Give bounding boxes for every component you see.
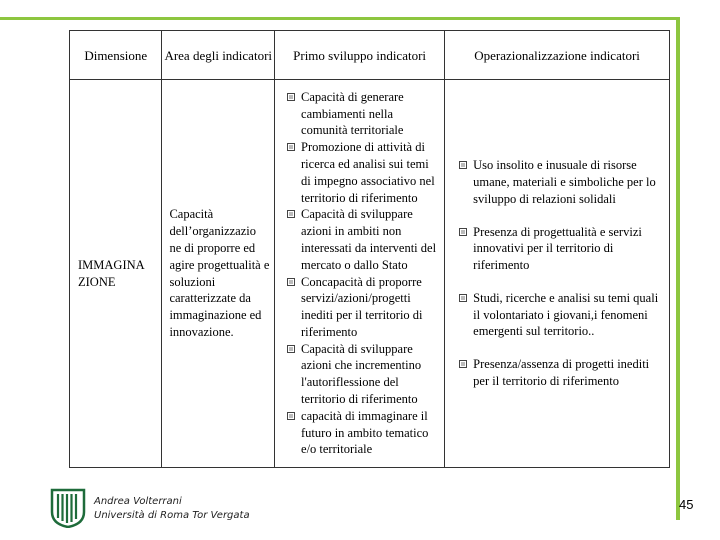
list-item — [459, 224, 661, 274]
cell-area: Capacità dell’organizzazio ne di proporre ed agire progettualità e soluzioni caratterizzate da immaginazione ed innovazione. — [162, 80, 275, 468]
list-item — [287, 274, 438, 341]
square-bullet-icon — [287, 143, 295, 151]
primo-sviluppo-list — [275, 89, 444, 459]
footer-author: Andrea Volterrani — [94, 496, 182, 507]
list-item-text: capacità di immaginare il futuro in ambito tematico e/o territoriale — [301, 408, 429, 457]
square-bullet-icon — [459, 294, 467, 302]
square-bullet-icon — [287, 210, 295, 218]
cell-dimension: IMMAGINA ZIONE — [70, 80, 162, 468]
square-bullet-icon — [459, 228, 467, 236]
list-item-text: Presenza di progettualità e servizi innovativi per il territorio di riferimento — [473, 224, 642, 273]
list-item-text: Capacità di generare cambiamenti nella comunità territoriale — [301, 89, 404, 138]
list-item-text: Concapacità di proporre servizi/azioni/progetti inediti per il territorio di riferimento — [301, 274, 423, 339]
list-item-text: Studi, ricerche e analisi su temi quali il volontariato i giovani,i fenomeni emergenti sul territorio.. — [473, 290, 659, 339]
list-item — [287, 89, 438, 139]
university-crest-icon — [50, 488, 86, 528]
square-bullet-icon — [287, 278, 295, 286]
indicators-table — [69, 30, 670, 468]
list-item — [459, 157, 661, 207]
list-item — [459, 356, 661, 390]
operazionalizzazione-list — [445, 157, 669, 390]
footer-credit — [94, 495, 250, 523]
square-bullet-icon — [287, 345, 295, 353]
square-bullet-icon — [287, 93, 295, 101]
header-operazionalizzazione: Operazionalizzazione indicatori — [445, 31, 670, 80]
list-item-text: Capacità di sviluppare azioni che incrementino l'autoriflessione del territorio di riferimento — [301, 341, 422, 407]
square-bullet-icon — [287, 412, 295, 420]
accent-bar-top — [0, 17, 680, 20]
accent-bar-right — [676, 17, 680, 520]
square-bullet-icon — [459, 360, 467, 368]
list-item — [287, 206, 438, 273]
header-primo-sviluppo: Primo sviluppo indicatori — [275, 31, 445, 80]
list-item-text: Presenza/assenza di progetti inediti per il territorio di riferimento — [473, 357, 650, 389]
list-item — [287, 139, 438, 206]
footer-university: Università di Roma Tor Vergata — [94, 510, 250, 521]
list-item — [459, 290, 661, 340]
list-item — [287, 408, 438, 458]
table-row — [70, 80, 670, 468]
list-item — [287, 341, 438, 408]
square-bullet-icon — [459, 161, 467, 169]
list-item-text: Promozione di attività di ricerca ed analisi sui temi di impegno associativo nel territorio di riferimento — [301, 140, 435, 205]
header-dimensione: Dimensione — [70, 31, 162, 80]
table-header-row — [70, 31, 670, 80]
cell-operazionalizzazione — [445, 80, 670, 468]
list-item-text: Capacità di sviluppare azioni in ambiti non interessati da interventi del mercato o dallo Stato — [301, 207, 437, 272]
page-number: 45 — [679, 497, 694, 512]
header-area: Area degli indicatori — [162, 31, 275, 80]
cell-primo-sviluppo — [275, 80, 445, 468]
list-item-text: Uso insolito e inusuale di risorse umane, materiali e simboliche per lo sviluppo di relazioni solidali — [473, 158, 656, 206]
